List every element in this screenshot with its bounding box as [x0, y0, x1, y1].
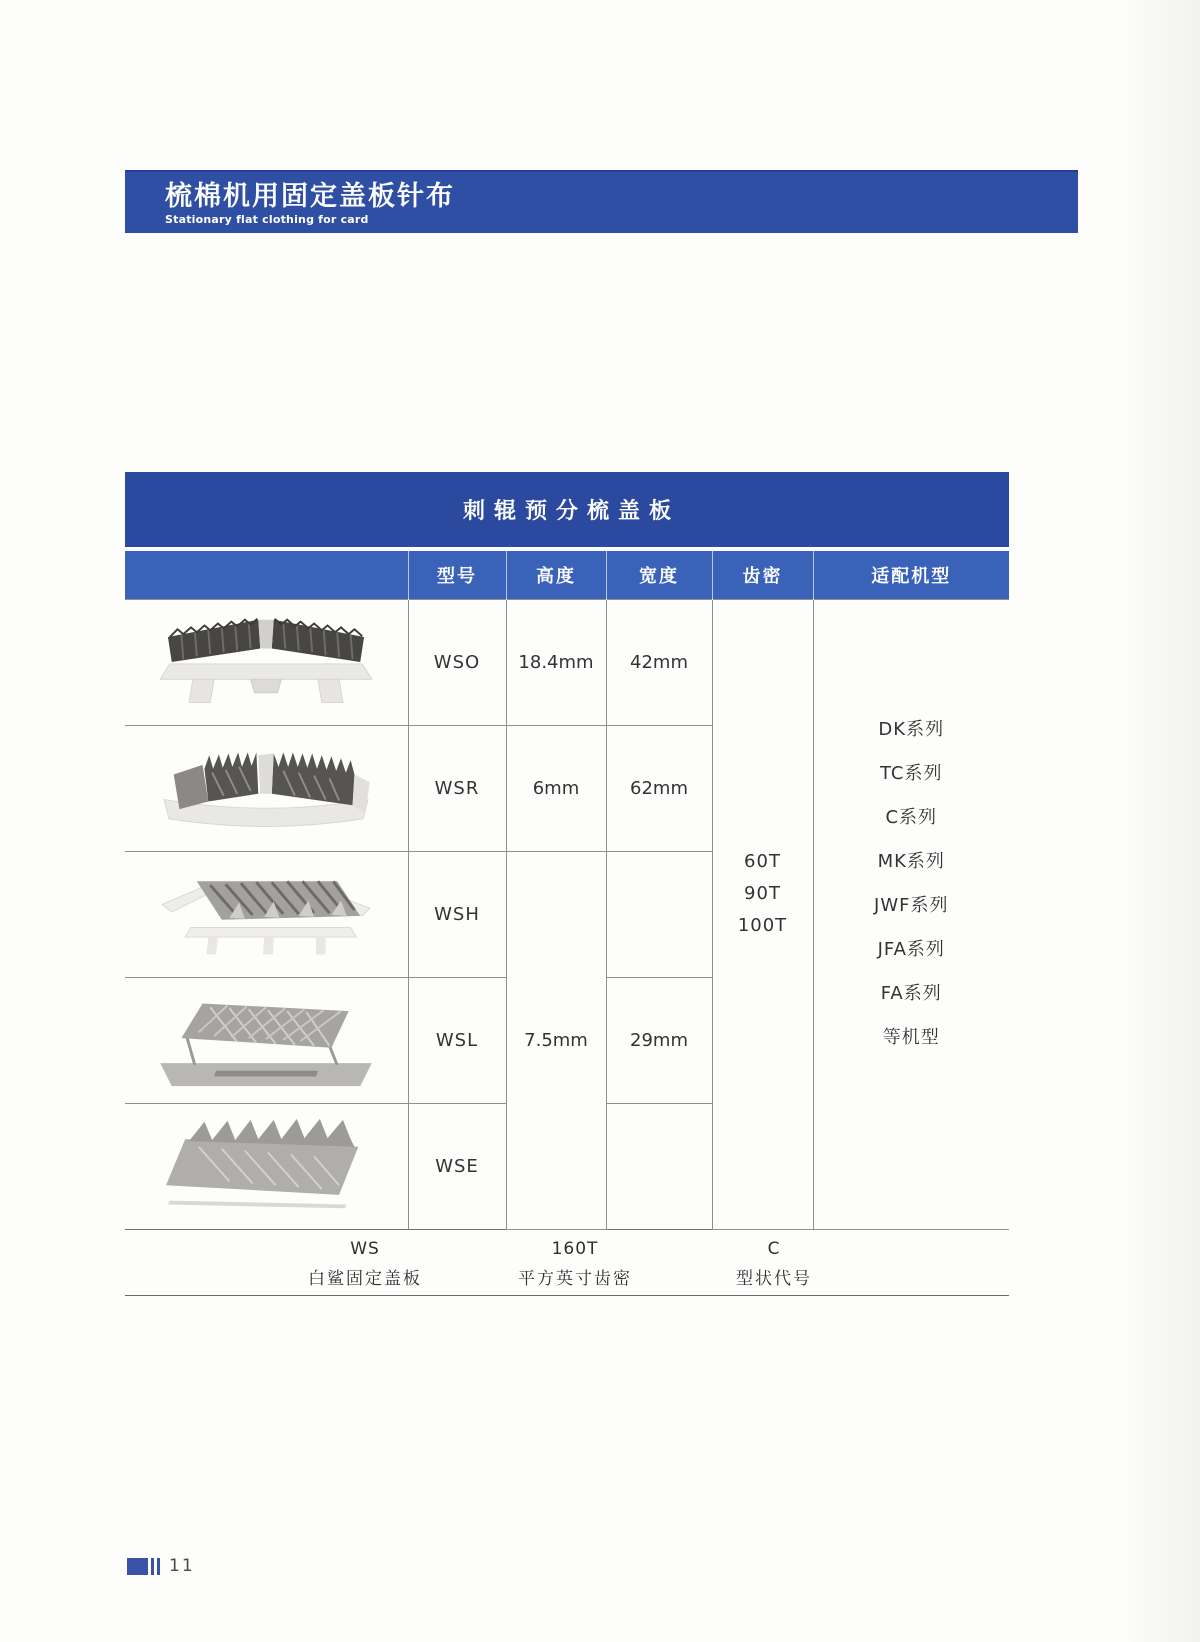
height-cell-wso: 18.4mm	[506, 599, 606, 725]
machine-series-item: JFA系列	[877, 939, 945, 960]
table-title: 刺辊预分梳盖板	[125, 472, 1009, 547]
width-cell-wsl: 29mm	[606, 977, 712, 1103]
model-cell-wso: WSO	[408, 599, 506, 725]
machine-series-item: FA系列	[880, 983, 942, 1004]
wso-product-photo	[141, 604, 391, 720]
width-cell-wsh	[606, 851, 712, 977]
legend-code: 160T	[551, 1238, 599, 1259]
page-number: 11	[169, 1556, 195, 1576]
legend-item-160t	[518, 1239, 632, 1289]
machine-series-item: 等机型	[882, 1027, 940, 1048]
tooth-density-list	[713, 846, 813, 942]
machine-series-item: DK系列	[878, 719, 945, 740]
header-model: 型号	[408, 551, 506, 599]
legend-item-ws	[308, 1239, 422, 1289]
machine-series-item: MK系列	[877, 851, 945, 872]
width-cell-wso: 42mm	[606, 599, 712, 725]
legend-item-c	[736, 1239, 812, 1289]
tooth-density-value: 90T	[744, 883, 781, 904]
width-cell-wsr: 62mm	[606, 725, 712, 851]
page-number-block	[127, 1556, 195, 1576]
photo-cell-wso	[125, 599, 408, 725]
height-cell-wsr: 6mm	[506, 725, 606, 851]
machine-series-item: TC系列	[879, 763, 943, 784]
header-machines: 适配机型	[813, 551, 1009, 599]
wsh-product-photo	[141, 856, 391, 972]
machines-cell	[813, 599, 1009, 1229]
legend-desc: 平方英寸齿密	[518, 1268, 632, 1289]
tooth-density-cell	[712, 599, 813, 1229]
tooth-density-value: 100T	[737, 915, 788, 936]
header-tooth-density: 齿密	[712, 551, 813, 599]
legend-code: C	[767, 1238, 781, 1259]
header-row	[125, 551, 1009, 599]
page-marker-bar-icon	[151, 1558, 154, 1575]
tooth-density-value: 60T	[744, 851, 781, 872]
photo-cell-wse	[125, 1103, 408, 1229]
page-banner	[125, 170, 1078, 233]
wsl-product-photo	[141, 982, 391, 1098]
model-cell-wsl: WSL	[408, 977, 506, 1103]
banner-title-zh: 梳棉机用固定盖板针布	[165, 181, 455, 212]
header-photo	[125, 551, 408, 599]
legend-desc: 白鲨固定盖板	[308, 1268, 422, 1289]
legend-code: WS	[350, 1238, 380, 1259]
legend-desc: 型状代号	[736, 1268, 812, 1289]
photo-cell-wsr	[125, 725, 408, 851]
spec-table-section	[125, 472, 1009, 1296]
machine-series-item: JWF系列	[874, 895, 949, 916]
model-cell-wse: WSE	[408, 1103, 506, 1229]
photo-cell-wsh	[125, 851, 408, 977]
table-row-wso	[125, 599, 1009, 725]
page-marker-bar-icon	[157, 1558, 160, 1575]
model-cell-wsr: WSR	[408, 725, 506, 851]
machines-list	[814, 708, 1010, 1060]
wse-product-photo	[141, 1108, 391, 1224]
spec-table	[125, 551, 1009, 1230]
width-cell-wse	[606, 1103, 712, 1229]
photo-cell-wsl	[125, 977, 408, 1103]
wsr-product-photo	[141, 730, 391, 846]
page-marker-square-icon	[127, 1558, 148, 1575]
banner-title-en: Stationary flat clothing for card	[165, 213, 369, 227]
header-width: 宽度	[606, 551, 712, 599]
height-cell-wsh-wsl-wse: 7.5mm	[506, 851, 606, 1229]
table-legend	[125, 1230, 1009, 1296]
header-height: 高度	[506, 551, 606, 599]
machine-series-item: C系列	[885, 807, 938, 828]
model-cell-wsh: WSH	[408, 851, 506, 977]
